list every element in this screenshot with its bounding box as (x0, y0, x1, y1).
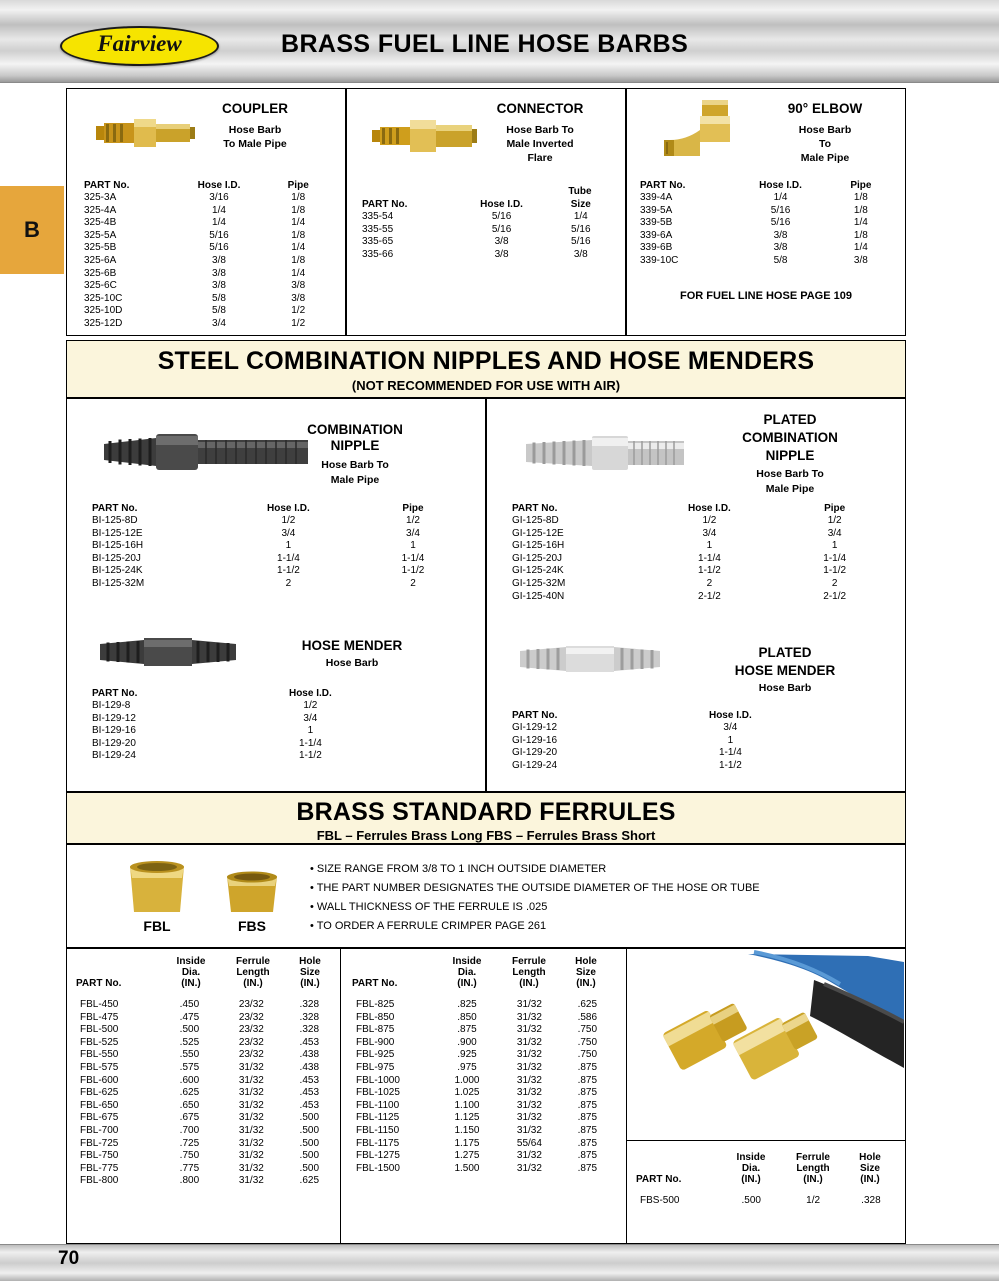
table-header-row (88, 503, 468, 515)
col-pipe: Pipe (402, 503, 424, 514)
col-hole-l1: Hole (859, 1152, 881, 1163)
table-row: 325-4A 1/4 1/8 (84, 204, 306, 216)
table-row: FBL-650 .650 31/32 .453 (80, 1099, 320, 1111)
table-row: FBL-750 .750 31/32 .500 (80, 1150, 320, 1162)
col-part: PART No. (92, 688, 138, 699)
table-row: 339-4A 1/4 1/8 (640, 192, 868, 203)
table-header-row (508, 710, 808, 722)
footer-band (0, 1244, 999, 1281)
table-row: FBL-800 .800 31/32 .625 (80, 1175, 320, 1187)
table-row: GI-125-40N 2-1/2 2-1/2 (512, 590, 847, 602)
col-unit-1: (IN.) (741, 1174, 761, 1185)
table-row: BI-125-8D 1/2 1/2 (92, 515, 420, 526)
col-part: PART No. (362, 199, 408, 210)
col-hose-id: Hose I.D. (759, 180, 802, 191)
elbow-footnote: FOR FUEL LINE HOSE PAGE 109 (680, 290, 852, 302)
coupler-subtitle-2: To Male Pipe (223, 138, 287, 150)
col-hole-l2: Size (859, 1163, 880, 1174)
col-ferrule-len-l2: Length (512, 967, 546, 978)
table-row: 325-12D 3/4 1/2 (84, 317, 306, 329)
plated-combination-title-3: NIPPLE (765, 448, 815, 463)
table-row: FBL-875 .875 31/32 .750 (356, 1024, 598, 1036)
steel-banner-line1: STEEL COMBINATION NIPPLES AND HOSE MENDERS (157, 347, 815, 375)
table-row: 335-66 3/8 3/8 (362, 248, 588, 260)
page-number: 70 (58, 1248, 80, 1269)
table-row: 335-65 3/8 5/16 (362, 236, 591, 248)
brand-logo-text: Fairview (97, 31, 182, 56)
table-row: GI-125-8D 1/2 1/2 (512, 515, 842, 526)
fbs-table-divider (626, 1140, 906, 1141)
ferrule-bullet-2: • THE PART NUMBER DESIGNATES THE OUTSIDE DIAMETER OF THE HOSE OR TUBE (310, 882, 760, 894)
table-row: FBL-1500 1.500 31/32 .875 (356, 1162, 598, 1174)
col-part: PART No. (512, 710, 558, 721)
col-pipe: Pipe (824, 503, 846, 514)
col-inside-dia-l1: Inside (176, 956, 206, 967)
col-inside-dia-l2: Dia. (181, 967, 201, 978)
table-row: 325-6A 3/8 1/8 (84, 254, 306, 266)
col-hose-id: Hose I.D. (708, 710, 752, 721)
table-row: FBL-550 .550 23/32 .438 (80, 1049, 320, 1061)
col-unit-3: (IN.) (860, 1174, 880, 1185)
table-row: FBL-925 .925 31/32 .750 (356, 1049, 598, 1061)
col-part: PART No. (640, 180, 686, 191)
table-row: 339-6B 3/8 1/4 (640, 242, 868, 254)
combination-nipple-table (88, 503, 468, 591)
col-inside-dia-l2: Dia. (741, 1163, 761, 1174)
col-hole-l2: Size (575, 967, 596, 978)
table-row: FBL-900 .900 31/32 .750 (356, 1036, 598, 1048)
table-header-row (358, 199, 614, 211)
section-tab-letter: B (24, 217, 40, 242)
col-unit-1: (IN.) (457, 978, 477, 989)
coupler-subtitle-1: Hose Barb (228, 124, 282, 136)
table-row: 339-5A 5/16 1/8 (640, 204, 868, 216)
table-row: 335-54 5/16 1/4 (362, 211, 588, 222)
col-part: PART No. (352, 978, 398, 989)
fbs-ferrule-image (222, 866, 282, 918)
table-row: FBL-1125 1.125 31/32 .875 (356, 1112, 598, 1124)
fbl-ferrule-image (124, 856, 190, 918)
table-row: 339-6A 3/8 1/8 (640, 229, 868, 241)
table-row: FBL-575 .575 31/32 .438 (80, 1061, 320, 1073)
col-ferrule-len-l2: Length (236, 967, 270, 978)
col-inside-dia-l2: Dia. (457, 967, 477, 978)
col-unit-1: (IN.) (181, 978, 201, 989)
col-tube-size: Size (570, 199, 591, 210)
table-row: BI-129-12 3/4 (92, 712, 318, 724)
hose-assembly-image (628, 950, 904, 1144)
fbl-label: FBL (143, 918, 171, 934)
elbow-table (636, 180, 896, 268)
table-row: BI-125-24K 1-1/2 1-1/2 (92, 565, 425, 577)
plated-hose-mender-title-1: PLATED (758, 645, 812, 660)
col-hole-l1: Hole (575, 956, 597, 967)
col-part: PART No. (636, 1174, 682, 1185)
steel-banner (66, 340, 906, 398)
col-part: PART No. (92, 503, 138, 514)
plated-combination-subtitle-1: Hose Barb To (756, 468, 824, 480)
table-row: FBL-450 .450 23/32 .328 (80, 999, 320, 1010)
table-row: GI-129-20 1-1/4 (512, 747, 742, 759)
combination-nipple-title-1: COMBINATION (307, 422, 403, 437)
elbow-subtitle-1: Hose Barb (798, 124, 852, 136)
ferrule-bullet-1: • SIZE RANGE FROM 3/8 TO 1 INCH OUTSIDE DIAMETER (310, 863, 607, 875)
combination-nipple-subtitle-1: Hose Barb To (321, 459, 389, 471)
col-part: PART No. (76, 978, 122, 989)
coupler-title: COUPLER (221, 101, 288, 116)
table-row: 325-10D 5/8 1/2 (84, 305, 306, 317)
table-row: FBL-1100 1.100 31/32 .875 (356, 1099, 598, 1111)
ferrules-banner-line1: BRASS STANDARD FERRULES (296, 798, 676, 826)
table-row: FBS-500 .500 1/2 .328 (640, 1195, 881, 1206)
col-ferrule-len-l2: Length (796, 1163, 830, 1174)
col-pipe: Pipe (287, 180, 309, 191)
ferrule-table-left (76, 999, 336, 1188)
table-row: 339-5B 5/16 1/4 (640, 217, 868, 229)
table-row: FBL-700 .700 31/32 .500 (80, 1124, 320, 1136)
table-row: FBL-825 .825 31/32 .625 (356, 999, 598, 1010)
table-row: GI-125-20J 1-1/4 1-1/4 (512, 552, 847, 564)
col-ferrule-len-l1: Ferrule (796, 1152, 830, 1163)
connector-subtitle-3: Flare (527, 152, 553, 164)
hose-mender-title: HOSE MENDER (301, 638, 403, 653)
coupler-table (80, 180, 334, 331)
table-row: FBL-725 .725 31/32 .500 (80, 1137, 320, 1149)
ferrules-banner (66, 792, 906, 844)
table-row: FBL-600 .600 31/32 .453 (80, 1074, 320, 1086)
fbs-label: FBS (238, 918, 266, 934)
table-row: GI-129-16 1 (512, 734, 734, 746)
table-row: GI-129-24 1-1/2 (512, 759, 742, 771)
elbow-subtitle-3: Male Pipe (800, 152, 850, 164)
elbow-image (660, 96, 760, 172)
table-row: FBL-500 .500 23/32 .328 (80, 1024, 320, 1036)
table-row: 325-6C 3/8 3/8 (84, 280, 306, 292)
col-hose-id: Hose I.D. (288, 688, 332, 699)
table-row: 325-6B 3/8 1/4 (84, 267, 306, 279)
table-header-row (80, 180, 334, 192)
ferrule-table-divider (340, 948, 341, 1244)
table-row: FBL-850 .850 31/32 .586 (356, 1011, 598, 1023)
plated-combination-title-1: PLATED (763, 412, 817, 427)
col-unit-2: (IN.) (519, 978, 539, 989)
table-row: BI-129-20 1-1/4 (92, 737, 322, 749)
table-row: BI-129-24 1-1/2 (92, 750, 322, 762)
table-header-row (508, 503, 890, 515)
table-row: 335-55 5/16 5/16 (362, 223, 591, 235)
hose-mender-subtitle: Hose Barb (325, 657, 379, 669)
fbs-table (636, 1195, 898, 1208)
connector-subtitle-2: Male Inverted (506, 138, 574, 150)
table-row: BI-129-16 1 (92, 725, 314, 737)
ferrules-banner-line2: FBL – Ferrules Brass Long FBS – Ferrules Brass Short (316, 828, 656, 843)
table-row: 325-3A 3/16 1/8 (84, 192, 306, 203)
table-row: 325-5B 5/16 1/4 (84, 242, 306, 254)
connector-table (358, 199, 614, 261)
table-row: GI-129-12 3/4 (512, 722, 738, 733)
col-part: PART No. (512, 503, 558, 514)
table-row: GI-125-24K 1-1/2 1-1/2 (512, 565, 847, 577)
col-hose-id: Hose I.D. (688, 503, 731, 514)
elbow-title: 90° ELBOW (787, 101, 863, 116)
combination-nipple-title-2: NIPPLE (330, 438, 380, 453)
table-header-row (88, 688, 388, 700)
col-hose-id: Hose I.D. (197, 180, 241, 191)
table-row: BI-129-8 1/2 (92, 700, 318, 711)
table-row: GI-125-16H 1 1 (512, 540, 838, 552)
table-row: BI-125-12E 3/4 3/4 (92, 527, 420, 539)
table-row: FBL-1000 1.000 31/32 .875 (356, 1074, 598, 1086)
table-row: FBL-1150 1.150 31/32 .875 (356, 1124, 598, 1136)
elbow-subtitle-2: To (818, 138, 832, 150)
table-row: 325-4B 1/4 1/4 (84, 217, 306, 229)
table-row: FBL-1175 1.175 55/64 .875 (356, 1137, 598, 1149)
table-header-row (636, 180, 896, 192)
combination-nipple-subtitle-2: Male Pipe (330, 474, 380, 486)
table-row: FBL-1275 1.275 31/32 .875 (356, 1150, 598, 1162)
hose-mender-table (88, 688, 388, 763)
table-row: FBL-1025 1.025 31/32 .875 (356, 1087, 598, 1099)
table-row: GI-125-12E 3/4 3/4 (512, 527, 842, 539)
connector-subtitle-1: Hose Barb To (506, 124, 574, 136)
col-ferrule-len-l1: Ferrule (512, 956, 546, 967)
table-row: FBL-525 .525 23/32 .453 (80, 1036, 320, 1048)
table-row: 325-5A 5/16 1/8 (84, 229, 306, 241)
brand-logo (60, 26, 219, 66)
col-inside-dia-l1: Inside (452, 956, 482, 967)
page-title: BRASS FUEL LINE HOSE BARBS (281, 30, 689, 58)
table-row: FBL-775 .775 31/32 .500 (80, 1162, 320, 1174)
ferrule-table-right (352, 999, 614, 1175)
connector-title: CONNECTOR (496, 101, 584, 116)
plated-hose-mender-table (508, 710, 808, 772)
plated-combination-title-2: COMBINATION (742, 430, 838, 445)
ferrule-bullet-3: • WALL THICKNESS OF THE FERRULE IS .025 (310, 901, 548, 913)
col-hole-l1: Hole (299, 956, 321, 967)
table-row: BI-125-16H 1 1 (92, 540, 416, 552)
col-unit-2: (IN.) (803, 1174, 823, 1185)
table-row: FBL-625 .625 31/32 .453 (80, 1087, 320, 1099)
table-row: BI-125-32M 2 2 (92, 577, 416, 589)
plated-combination-subtitle-2: Male Pipe (765, 483, 815, 495)
col-unit-2: (IN.) (243, 978, 263, 989)
section-tab (0, 186, 64, 274)
table-row: FBL-975 .975 31/32 .875 (356, 1061, 598, 1073)
connector-col3-line1: Tube (568, 186, 592, 197)
table-row: GI-125-32M 2 2 (512, 577, 838, 589)
col-pipe: Pipe (850, 180, 872, 191)
table-row: BI-125-20J 1-1/4 1-1/4 (92, 552, 425, 564)
plated-hose-mender-subtitle: Hose Barb (758, 682, 812, 694)
image-panel-divider (626, 948, 627, 1244)
plated-hose-mender-image (518, 642, 668, 676)
col-unit-3: (IN.) (576, 978, 596, 989)
ferrule-bullet-4: • TO ORDER A FERRULE CRIMPER PAGE 261 (310, 920, 547, 932)
plated-hose-mender-title-2: HOSE MENDER (734, 663, 836, 678)
plated-combination-nipple-table (508, 503, 890, 603)
table-row: FBL-475 .475 23/32 .328 (80, 1011, 320, 1023)
connector-image (368, 106, 486, 166)
table-row: 339-10C 5/8 3/8 (640, 254, 868, 266)
table-row: 325-10C 5/8 3/8 (84, 292, 306, 304)
col-hole-l2: Size (299, 967, 320, 978)
plated-combination-nipple-image (520, 424, 690, 480)
col-unit-3: (IN.) (300, 978, 320, 989)
col-part: PART No. (84, 180, 130, 191)
col-hose-id: Hose I.D. (267, 503, 310, 514)
steel-banner-line2: (NOT RECOMMENDED FOR USE WITH AIR) (351, 378, 621, 393)
hose-mender-image (98, 634, 244, 670)
col-hose-id: Hose I.D. (480, 199, 523, 210)
col-ferrule-len-l1: Ferrule (236, 956, 270, 967)
col-inside-dia-l1: Inside (736, 1152, 766, 1163)
table-row: FBL-675 .675 31/32 .500 (80, 1112, 320, 1124)
